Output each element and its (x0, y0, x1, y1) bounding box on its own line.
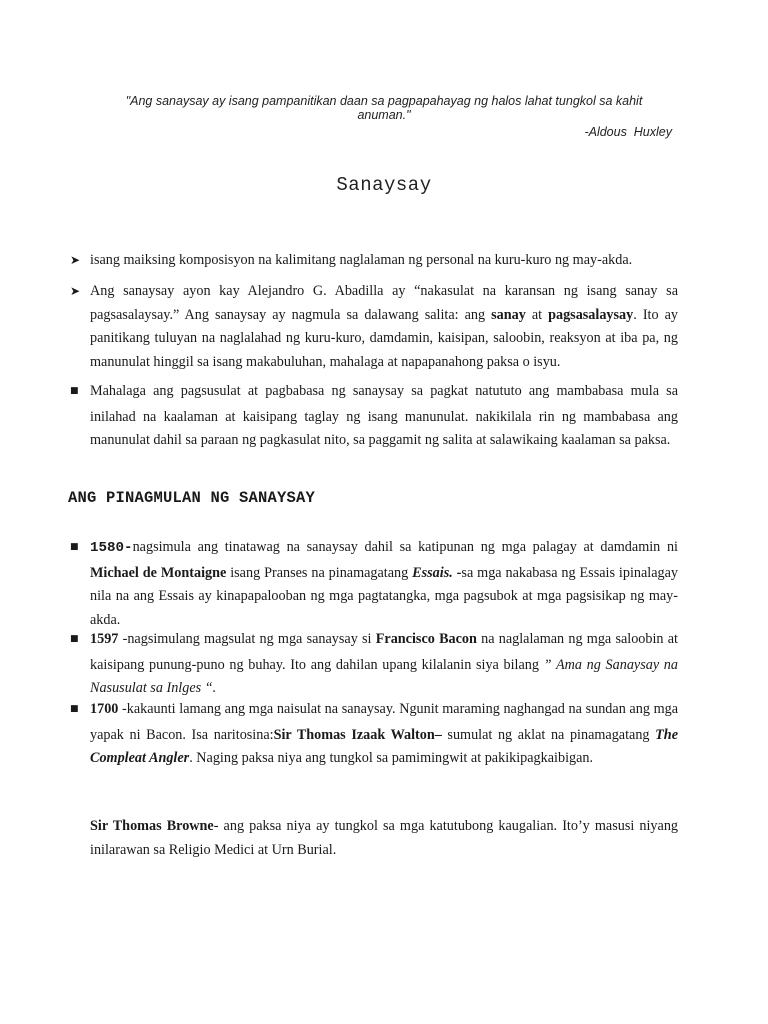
page-title: Sanaysay (336, 174, 432, 196)
history-item-1597: ■ 1597 -nagsimulang magsulat ng mga sanaysay si Francisco Bacon na naglalaman ng mga saloobin at kaisipang punung-puno ng buhay. Ito ang dahilan upang kilalanin siya bilang ” Ama ng Sanaysay na Nasusulat sa Inlges “. (70, 628, 678, 701)
square-bullet-icon: ■ (70, 386, 79, 396)
square-bullet-icon: ■ (70, 704, 79, 714)
intro-paragraph-1: ➤ isang maiksing komposisyon na kalimitang naglalaman ng personal na kuru-kuro ng may-akda. (70, 249, 678, 273)
arrow-bullet-icon: ➤ (70, 253, 81, 267)
section-heading: ANG PINAGMULAN NG SANAYSAY (68, 489, 316, 507)
history-item-1580: ■ 1580-nagsimula ang tinatawag na sanaysay dahil sa katipunan ng mga palagay at damdamin ni Michael de Montaigne isang Pranses na pinamagatang Essais. -sa mga nakabasa ng Essais ipinalagay nila na ang Essais ay kinapapalooban ng mga pagtatangka, mga pagsubok at mga pagsisikap ng may-akda. (70, 536, 678, 632)
epigraph-author: -Aldous Huxley (584, 125, 672, 139)
square-bullet-icon: ■ (70, 634, 79, 644)
history-item-1700: ■ 1700 -kakaunti lamang ang mga naisulat na sanaysay. Ngunit maraming naghangad na sundan ang mga yapak ni Bacon. Isa naritosina:Sir Thomas Izaak Walton– sumulat ng aklat na pinamagatang The Compleat Angler. Naging paksa niya ang tungkol sa pamimingwit at pakikipagkaibigan. (70, 698, 678, 771)
square-bullet-icon: ■ (70, 542, 79, 552)
intro-paragraph-2: ➤ Ang sanaysay ayon kay Alejandro G. Abadilla ay “nakasulat na karansan ng isang sanay sa pagsasalaysay.” Ang sanaysay ay nagmula sa dalawang salita: ang sanay at pagsasalaysay. Ito ay panitikang tuluyan na naglalahad ng kuru-kuro, damdamin, kaisipan, saloobin, reaksyon at iba pa, ng manunulat hinggil sa isang makabuluhan, mahalaga at napapanahong paksa o isyu. (70, 280, 678, 374)
epigraph-quote: "Ang sanaysay ay isang pampanitikan daan sa pagpapahayag ng halos lahat tungkol sa kahit anuman." (125, 94, 643, 122)
intro-paragraph-3: ■ Mahalaga ang pagsusulat at pagbabasa ng sanaysay sa pagkat natututo ang mambabasa mula sa inilahad na kaalaman at kaisipang taglay ng isang manunulat. nakikilala rin ng mambabasa ang manunulat dahil sa paraan ng pagkasulat nito, sa paggamit ng salita at salawikaing kaalaman sa paksa. (70, 380, 678, 453)
history-note-browne: Sir Thomas Browne- ang paksa niya ay tungkol sa mga katutubong kaugalian. Ito’y masusi niyang inilarawan sa Religio Medici at Urn Burial. (90, 818, 679, 858)
arrow-bullet-icon: ➤ (70, 284, 81, 298)
